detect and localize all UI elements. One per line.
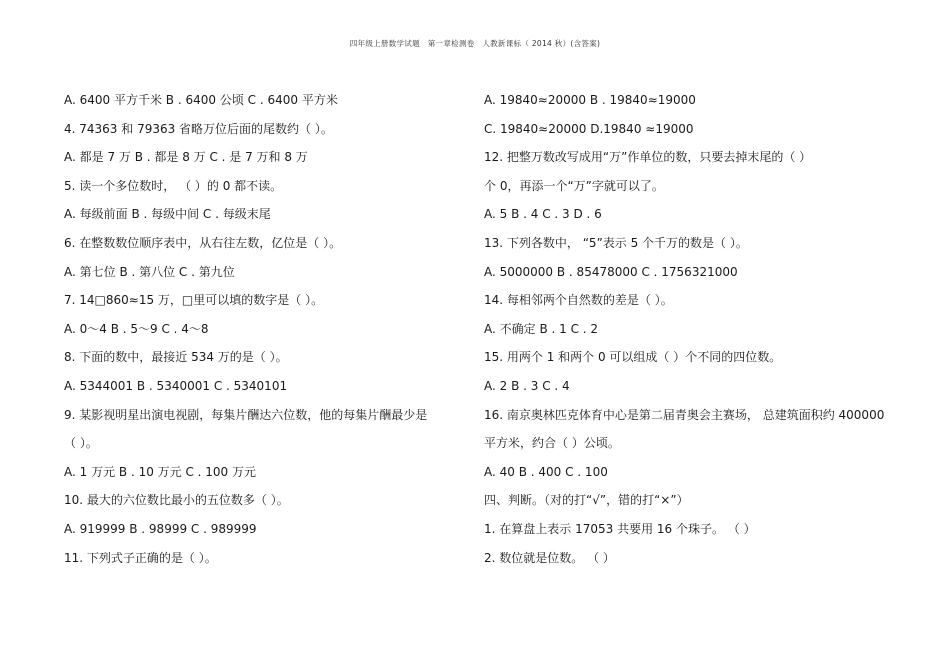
question-line: 13. 下列各数中， “5”表示 5 个千万的数是（ ）。 bbox=[484, 235, 748, 250]
question-line: A. 5 B . 4 C . 3 D . 6 bbox=[484, 207, 602, 222]
question-line: 9. 某影视明星出演电视剧，每集片酬达六位数，他的每集片酬最少是 bbox=[64, 407, 428, 422]
question-line: 6. 在整数数位顺序表中，从右往左数，亿位是（ ）。 bbox=[64, 235, 342, 250]
right-column bbox=[484, 86, 904, 572]
question-line: 个 0，再添一个“万”字就可以了。 bbox=[484, 178, 664, 193]
question-line: A. 6400 平方千米 B . 6400 公顷 C . 6400 平方米 bbox=[64, 93, 338, 107]
question-line: A. 第七位 B . 第八位 C . 第九位 bbox=[64, 264, 235, 279]
left-column bbox=[64, 86, 464, 572]
question-line: A. 0～4 B . 5～9 C . 4～8 bbox=[64, 321, 209, 336]
question-line: A. 5000000 B . 85478000 C . 1756321000 bbox=[484, 264, 738, 279]
question-line: A. 919999 B . 98999 C . 989999 bbox=[64, 521, 257, 536]
question-line: A. 2 B . 3 C . 4 bbox=[484, 378, 570, 393]
question-line: A. 5344001 B . 5340001 C . 5340101 bbox=[64, 378, 288, 393]
question-line: （ ）。 bbox=[64, 436, 98, 451]
question-line: A. 不确定 B . 1 C . 2 bbox=[484, 321, 599, 336]
question-line: C. 19840≈20000 D.19840 ≈19000 bbox=[484, 121, 694, 136]
question-line: 15. 用两个 1 和两个 0 可以组成（ ）个不同的四位数。 bbox=[484, 350, 782, 365]
section-heading: 四、判断。（对的打“√”，错的打“×”） bbox=[484, 493, 689, 508]
question-line: 14. 每相邻两个自然数的差是（ ）。 bbox=[484, 293, 673, 308]
question-line: 1. 在算盘上表示 17053 共要用 16 个珠子。 （ ） bbox=[484, 521, 756, 536]
question-line: A. 40 B . 400 C . 100 bbox=[484, 464, 608, 479]
question-line: 10. 最大的六位数比最小的五位数多（ ）。 bbox=[64, 493, 289, 508]
question-line: 4. 74363 和 79363 省略万位后面的尾数约（ ）。 bbox=[64, 121, 333, 136]
question-line: 16. 南京奥林匹克体育中心是第二届青奥会主赛场， 总建筑面积约 400000 bbox=[484, 407, 885, 422]
question-line: A. 每级前面 B . 每级中间 C . 每级末尾 bbox=[64, 207, 271, 222]
question-line: A. 19840≈20000 B . 19840≈19000 bbox=[484, 93, 696, 107]
question-line: A. 1 万元 B . 10 万元 C . 100 万元 bbox=[64, 464, 257, 479]
question-line: 12. 把整万数改写成用“万”作单位的数，只要去掉末尾的（ ） bbox=[484, 150, 812, 165]
question-line: 7. 14□860≈15 万，□里可以填的数字是（ ）。 bbox=[64, 293, 324, 308]
question-line: 平方米，约合（ ）公顷。 bbox=[484, 436, 620, 451]
question-line: 5. 读一个多位数时， （ ）的 0 都不读。 bbox=[64, 178, 283, 193]
question-line: 2. 数位就是位数。 （ ） bbox=[484, 550, 615, 565]
question-line: 11. 下列式子正确的是（ ）。 bbox=[64, 550, 217, 565]
question-line: A. 都是 7 万 B . 都是 8 万 C . 是 7 万和 8 万 bbox=[64, 150, 308, 165]
question-line: 8. 下面的数中，最接近 534 万的是（ ）。 bbox=[64, 350, 288, 365]
page-header: 四年级上册数学试题 第一章检测卷 人教新课标（ 2014 秋）(含答案) bbox=[349, 39, 601, 48]
